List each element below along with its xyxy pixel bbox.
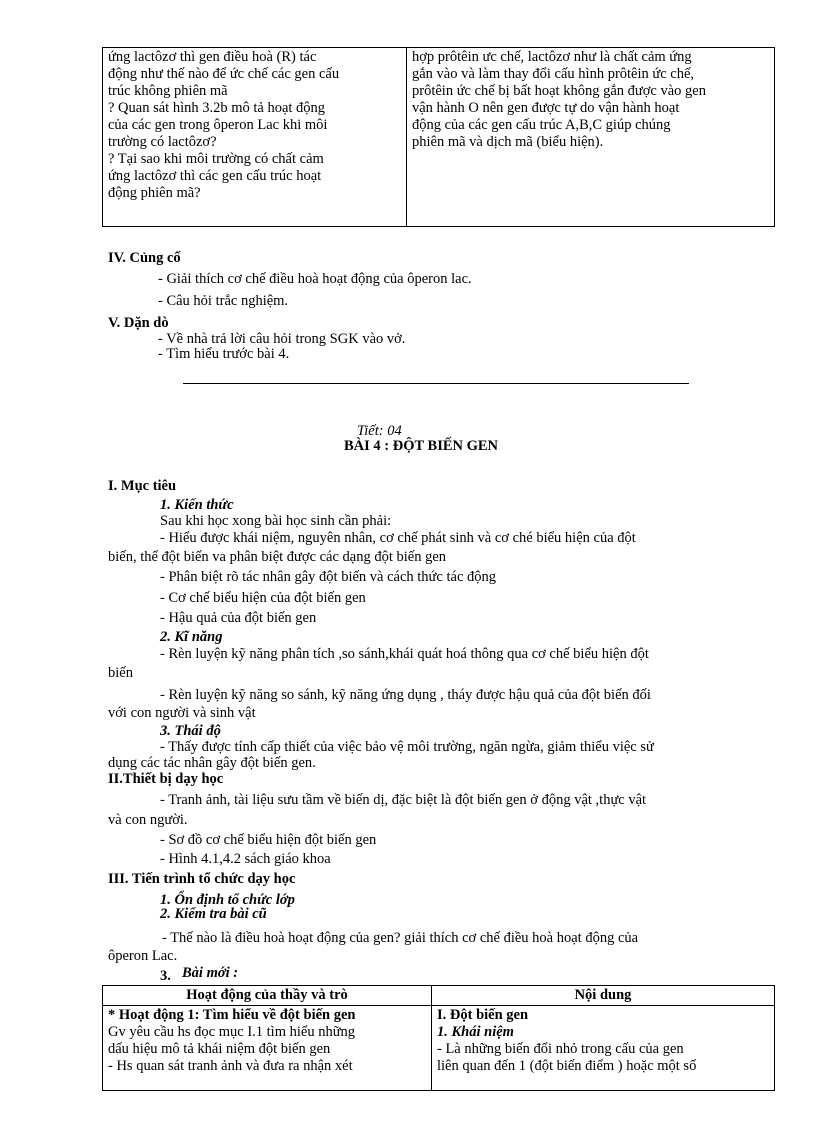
activity-cell: [103, 1006, 432, 1091]
text-line: dụng các tác nhân gây đột biến gen.: [108, 755, 316, 771]
text-line: biến: [108, 665, 133, 681]
text-line: - Thế nào là điều hoà hoạt động của gen? giải thích cơ chế điều hoà hoạt động của: [162, 930, 639, 946]
objectives-heading: I. Mục tiêu: [108, 478, 177, 494]
activity-table: [102, 985, 775, 1091]
text-line: ? Tại sao khi môi trường có chất cảm: [108, 151, 324, 167]
text-line: - Rèn luyện kỹ năng so sánh, kỹ năng ứng dụng , tháy được hậu quả của đột biến đối: [160, 687, 651, 703]
process-step-1: 1. Ổn định tổ chức lớp: [160, 892, 295, 908]
content-subtitle: 1. Khái niệm: [437, 1024, 514, 1040]
text-line: - Thấy được tính cấp thiết của việc bảo vệ môi trường, ngăn ngừa, giảm thiểu việc sử: [160, 739, 654, 755]
text-line: - Giải thích cơ chế điều hoà hoạt động của ôperon lac.: [158, 271, 472, 287]
equipment-heading: II.Thiết bị dạy học: [108, 771, 224, 787]
text-line: - Là những biến đổi nhỏ trong cấu của gen: [437, 1041, 684, 1057]
text-line: dấu hiệu mô tả khái niệm đột biến gen: [108, 1041, 331, 1057]
text-line: - Hậu quả của đột biến gen: [160, 610, 317, 626]
text-line: ôperon Lac.: [108, 948, 178, 964]
top-table-right-cell: [407, 48, 775, 227]
process-step-3-number: 3.: [160, 968, 171, 984]
text-line: Sau khi học xong bài học sinh cần phải:: [160, 513, 392, 529]
column-header: Hoạt động của thầy và trò: [103, 986, 432, 1006]
divider: [183, 383, 689, 384]
lesson-period: Tiết: 04: [357, 423, 402, 439]
text-line: Gv yêu cầu hs đọc mục I.1 tìm hiểu những: [108, 1024, 356, 1040]
skills-heading: 2. Kĩ năng: [160, 629, 223, 645]
text-line: - Hs quan sát tranh ảnh và đưa ra nhận xét: [108, 1058, 353, 1074]
table-row: [103, 48, 775, 227]
text-line: - Phân biệt rõ tác nhân gây đột biến và cách thức tác động: [160, 569, 497, 585]
text-line: của các gen trong ôperon Lac khi môi: [108, 117, 328, 133]
text-line: ? Quan sát hình 3.2b mô tả hoạt động: [108, 100, 326, 116]
text-line: và con người.: [108, 812, 188, 828]
text-line: - Hình 4.1,4.2 sách giáo khoa: [160, 851, 331, 867]
text-line: động phiên mã?: [108, 185, 201, 201]
text-line: hợp prôtêin ưc chế, lactôzơ như là chất cảm ứng: [412, 49, 692, 65]
section-4-heading: IV. Củng cố: [108, 250, 181, 266]
text-line: trúc không phiên mã: [108, 83, 228, 99]
attitude-heading: 3. Thái độ: [160, 723, 221, 739]
top-table-left-cell: [103, 48, 407, 227]
text-line: biến, thể đột biến va phân biệt được các dạng đột biến gen: [108, 549, 447, 565]
text-line: vận hành O nên gen được tự do vận hành hoạt: [412, 100, 680, 116]
process-step-3-label: Bài mới :: [182, 965, 239, 981]
process-heading: III. Tiến trình tổ chức dạy học: [108, 871, 296, 887]
text-line: - Rèn luyện kỹ năng phân tích ,so sánh,khái quát hoá thông qua cơ chế biểu hiện đột: [160, 646, 649, 662]
text-line: - Cơ chế biểu hiện của đột biến gen: [160, 590, 366, 606]
text-line: - Sơ đồ cơ chế biểu hiện đột biến gen: [160, 832, 377, 848]
column-header: Nội dung: [432, 986, 775, 1006]
content-cell: [432, 1006, 775, 1091]
text-line: với con người và sinh vật: [108, 705, 256, 721]
text-line: prôtêin ức chế bị bất hoạt không gắn được vào gen: [412, 83, 706, 99]
text-line: phiên mã và dịch mã (biểu hiện).: [412, 134, 604, 150]
table-header-row: [103, 986, 775, 1006]
top-table: [102, 47, 775, 227]
text-line: - Tranh ảnh, tài liệu sưu tầm về biến dị, đặc biệt là đột biến gen ở động vật ,thực vật: [160, 792, 647, 808]
text-line: - Về nhà trả lời câu hỏi trong SGK vào vở.: [158, 331, 406, 347]
text-line: - Hiểu được khái niệm, nguyên nhân, cơ chế phát sinh và cơ ché biểu hiện của đột: [160, 530, 636, 546]
section-5-heading: V. Dặn dò: [108, 315, 169, 331]
activity-title: * Hoạt động 1: Tìm hiểu về đột biến gen: [108, 1007, 356, 1023]
lesson-title: BÀI 4 : ĐỘT BIẾN GEN: [344, 438, 499, 454]
text-line: động của các gen cấu trúc A,B,C giúp chúng: [412, 117, 671, 133]
text-line: - Câu hỏi trắc nghiệm.: [158, 293, 289, 309]
text-line: ứng lactôzơ thì các gen cấu trúc hoạt: [108, 168, 322, 184]
knowledge-heading: 1. Kiến thức: [160, 497, 234, 513]
text-line: gắn vào và làm thay đổi cấu hình prôtêin ức chế,: [412, 66, 695, 82]
process-step-2: 2. Kiểm tra bài cũ: [160, 906, 267, 922]
text-line: - Tìm hiểu trước bài 4.: [158, 346, 290, 362]
text-line: động như thế nào để ức chế các gen cấu: [108, 66, 340, 82]
content-title: I. Đột biến gen: [437, 1007, 529, 1023]
table-row: [103, 1006, 775, 1091]
text-line: trường có lactôzơ?: [108, 134, 217, 150]
text-line: ứng lactôzơ thì gen điều hoà (R) tác: [108, 49, 317, 65]
text-line: liên quan đến 1 (đột biến điểm ) hoặc một số: [437, 1058, 697, 1074]
